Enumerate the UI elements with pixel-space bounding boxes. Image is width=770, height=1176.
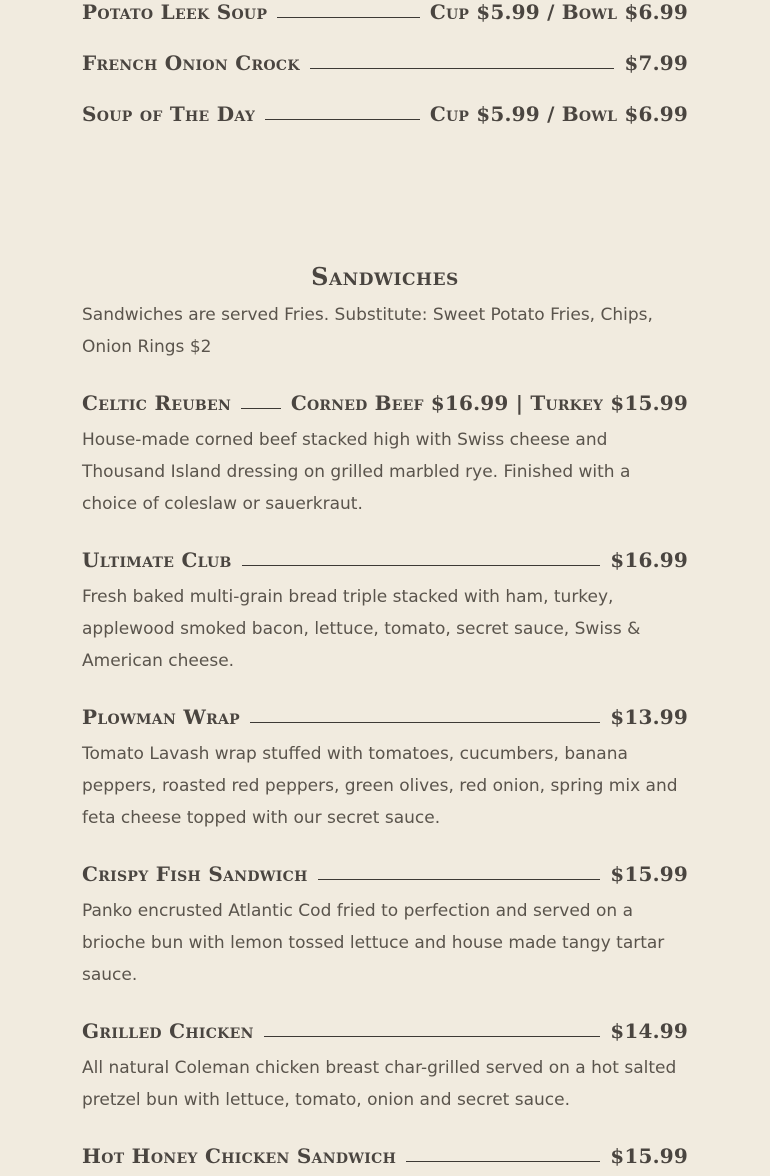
section-title-sandwiches: Sandwiches bbox=[311, 262, 459, 291]
item-price: $15.99 bbox=[610, 1144, 688, 1168]
menu-item-plowman-wrap bbox=[82, 705, 688, 729]
item-name: Crispy Fish Sandwich bbox=[82, 862, 308, 886]
leader-line bbox=[310, 68, 615, 69]
item-price: Cup $5.99 / Bowl $6.99 bbox=[429, 0, 688, 24]
item-name: Potato Leek Soup bbox=[82, 0, 268, 24]
item-name: Ultimate Club bbox=[82, 548, 232, 572]
item-description: Tomato Lavash wrap stuffed with tomatoes, cucumbers, banana peppers, roasted red peppers, green olives, red onion, spring mix and feta cheese topped with our secret sauce. bbox=[82, 744, 678, 828]
item-name: Celtic Reuben bbox=[82, 391, 232, 415]
item-name: Plowman Wrap bbox=[82, 705, 241, 729]
menu-item-grilled-chicken bbox=[82, 1019, 688, 1043]
item-name: Soup of The Day bbox=[82, 102, 256, 126]
item-price: $15.99 bbox=[610, 862, 688, 886]
menu-item-french-onion-crock bbox=[82, 51, 688, 75]
item-price: Corned Beef $16.99 | Turkey $15.99 bbox=[290, 391, 688, 415]
item-name: Grilled Chicken bbox=[82, 1019, 254, 1043]
item-price: $16.99 bbox=[610, 548, 688, 572]
item-name: French Onion Crock bbox=[82, 51, 300, 75]
leader-line bbox=[241, 408, 281, 409]
leader-line bbox=[250, 722, 600, 723]
menu-item-crispy-fish-sandwich bbox=[82, 862, 688, 886]
leader-line bbox=[265, 119, 420, 120]
item-description: All natural Coleman chicken breast char-grilled served on a hot salted pretzel bun with lettuce, tomato, onion and secret sauce. bbox=[82, 1058, 677, 1110]
item-description: House-made corned beef stacked high with Swiss cheese and Thousand Island dressing on grilled marbled rye. Finished with a choice of coleslaw or sauerkraut. bbox=[82, 430, 631, 514]
item-description: Panko encrusted Atlantic Cod fried to perfection and served on a brioche bun with lemon tossed lettuce and house made tangy tartar sauce. bbox=[82, 901, 665, 985]
item-price: $13.99 bbox=[610, 705, 688, 729]
item-price: Cup $5.99 / Bowl $6.99 bbox=[429, 102, 688, 126]
leader-line bbox=[242, 565, 601, 566]
item-name: Hot Honey Chicken Sandwich bbox=[82, 1144, 397, 1168]
item-price: $14.99 bbox=[610, 1019, 688, 1043]
menu-item-soup-of-the-day bbox=[82, 102, 688, 126]
section-note: Sandwiches are served Fries. Substitute: Sweet Potato Fries, Chips, Onion Rings $2 bbox=[82, 305, 653, 357]
item-description: Fresh baked multi-grain bread triple stacked with ham, turkey, applewood smoked bacon, lettuce, tomato, secret sauce, Swiss & American cheese. bbox=[82, 587, 641, 671]
menu-item-potato-leek-soup bbox=[82, 0, 688, 24]
menu-item-hot-honey-chicken-sandwich bbox=[82, 1144, 688, 1168]
leader-line bbox=[264, 1036, 601, 1037]
leader-line bbox=[277, 17, 420, 18]
menu-item-ultimate-club bbox=[82, 548, 688, 572]
item-price: $7.99 bbox=[624, 51, 688, 75]
leader-line bbox=[406, 1161, 600, 1162]
leader-line bbox=[318, 879, 601, 880]
menu-item-celtic-reuben bbox=[82, 391, 688, 415]
